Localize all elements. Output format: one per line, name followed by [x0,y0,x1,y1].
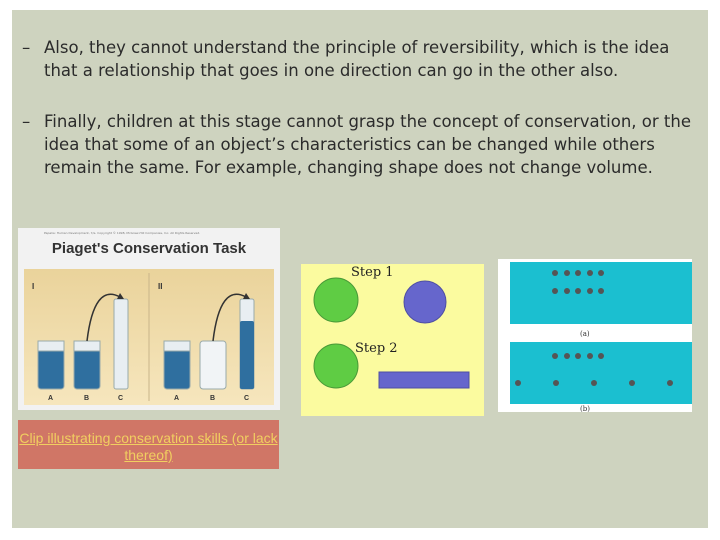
label-b-1: B [84,395,90,402]
caption-b: (b) [580,405,590,412]
label-b-2: B [210,395,216,402]
caption-a: (a) [580,330,590,338]
slide [12,10,708,528]
tube-c-2 [240,299,254,389]
step-2-label: Step 2 [355,341,398,356]
beakers-illustration [24,269,274,405]
panel-b [510,342,692,404]
piaget-conservation-image [18,228,280,410]
blue-sausage-step2 [379,372,469,388]
beaker-b-1 [74,341,100,389]
number-conservation-image [498,259,692,412]
blue-ball-step1 [404,281,446,323]
label-c-2: C [244,395,250,402]
image-title: Piaget's Conservation Task [51,240,247,257]
clip-link[interactable]: Clip illustrating conservation skills (or lack thereof) [19,430,278,463]
beaker-a-1 [38,341,64,389]
label-a-1: A [48,395,54,402]
clay-shapes-image [301,264,484,416]
green-ball-step1 [314,278,358,322]
beaker-scene [24,269,274,405]
dots-illustration [498,259,692,412]
bullet-dash: – [22,38,31,57]
bullet-conservation [22,110,698,179]
bullet-text: Also, they cannot understand the principle of reversibility, which is the idea that a relationship that goes in one direction can go in the other also. [44,38,670,80]
bullet-dash: – [22,112,31,131]
label-c-1: C [118,395,124,402]
beaker-a-2 [164,341,190,389]
panel-label-2: II [158,282,163,291]
tube-c-1 [114,299,128,389]
panel-label-1: I [32,282,35,291]
shapes-illustration [301,264,484,416]
step-1-label: Step 1 [351,265,394,280]
beaker-b-2 [200,341,226,389]
bullet-text: Finally, children at this stage cannot grasp the concept of conservation, or the idea that some of an object’s characteristics can be changed while others remain the same. For example, changing shape does not change volume. [44,112,691,177]
label-a-2: A [174,395,180,402]
clip-link-box [18,420,279,469]
green-ball-step2 [314,344,358,388]
copyright-line: Papalia: Human Development, 7/e. Copyright © 1998, McGraw-Hill Companies, Inc. All Rights Reserved. [44,231,201,235]
bullet-reversibility [22,36,698,82]
